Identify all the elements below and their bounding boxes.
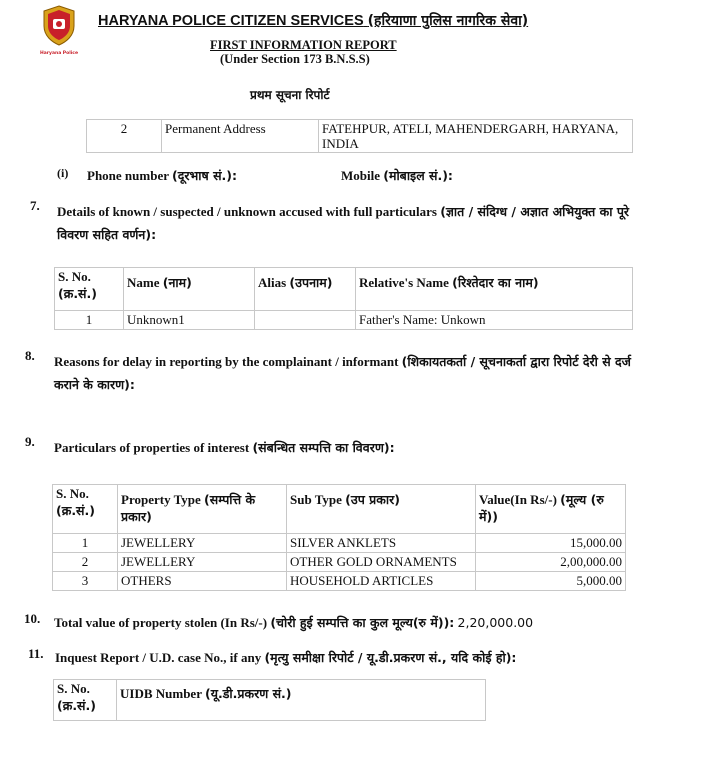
- col-alias-hi: (उपनाम): [289, 275, 333, 290]
- col-relative-hi: (रिश्तेदार का नाम): [452, 275, 539, 290]
- cell-type: OTHERS: [118, 572, 287, 591]
- col-sub-en: Sub Type: [290, 492, 342, 507]
- org-title: [98, 11, 528, 30]
- cell-type: JEWELLERY: [118, 534, 287, 553]
- cell-subtype: OTHER GOLD ORNAMENTS: [287, 553, 476, 572]
- phone-marker: (i): [57, 166, 69, 180]
- doc-title-hi: प्रथम सूचना रिपोर्ट: [250, 88, 330, 102]
- col-sno-hi: (क्र.सं.): [56, 503, 95, 518]
- mobile-label-hi: (मोबाइल सं.):: [383, 168, 453, 183]
- col-relative-en: Relative's Name: [359, 275, 449, 290]
- haryana-police-logo: [38, 4, 80, 56]
- properties-table: [52, 484, 626, 591]
- col-name: [124, 268, 255, 311]
- col-uidb-hi: (यू.डी.प्रकरण सं.): [205, 686, 292, 701]
- section11-title: [55, 649, 516, 666]
- section9-title: [54, 436, 414, 459]
- table-row: [87, 120, 633, 153]
- col-type-hi: (सम्पत्ति के प्रकार): [121, 492, 256, 524]
- section11-title-en: Inquest Report / U.D. case No., if any: [55, 650, 262, 665]
- section9-title-en: Particulars of properties of interest: [54, 440, 250, 455]
- col-name-hi: (नाम): [162, 275, 192, 290]
- mobile-label: [341, 167, 453, 184]
- col-sub-type: [287, 485, 476, 534]
- section8-title: [54, 350, 644, 396]
- cell-type: JEWELLERY: [118, 553, 287, 572]
- phone-label-en: Phone number: [87, 168, 169, 183]
- cell-sno: 1: [53, 534, 118, 553]
- col-name-en: Name: [127, 275, 160, 290]
- logo-caption: Haryana Police: [40, 51, 78, 56]
- address-table: [86, 119, 633, 153]
- cell-value: 2,00,000.00: [476, 553, 626, 572]
- doc-title: FIRST INFORMATION REPORT: [210, 38, 397, 52]
- table-header-row: [53, 485, 626, 534]
- mobile-label-en: Mobile: [341, 168, 380, 183]
- section7-title: [57, 200, 637, 246]
- cell-sno: 3: [53, 572, 118, 591]
- col-sno: [54, 680, 117, 721]
- section10-number: 10.: [24, 611, 41, 626]
- col-alias-en: Alias: [258, 275, 287, 290]
- col-sno: [55, 268, 124, 311]
- section10-title: [54, 614, 533, 631]
- cell-alias: [255, 311, 356, 330]
- section7-title-hi: (ज्ञात / संदिग्ध / अज्ञात अभियुक्त का पूरे विवरण सहित वर्णन):: [57, 204, 630, 242]
- cell-value: 5,000.00: [476, 572, 626, 591]
- phone-label-hi: (दूरभाष सं.):: [172, 168, 237, 183]
- col-property-type: [118, 485, 287, 534]
- col-sno-hi: (क्र.सं.): [57, 698, 96, 713]
- col-value-hi: (मूल्य (रु में)): [479, 492, 604, 524]
- col-value-en: Value(In Rs/-): [479, 492, 557, 507]
- table-row: [53, 534, 626, 553]
- col-sno-en: S. No.: [56, 486, 89, 501]
- address-value: FATEHPUR, ATELI, MAHENDERGARH, HARYANA, INDIA: [319, 120, 633, 153]
- section9-number: 9.: [25, 434, 35, 449]
- col-sno-en: S. No.: [57, 681, 90, 696]
- table-row: [53, 572, 626, 591]
- total-value: 2,20,000.00: [457, 615, 534, 630]
- section10-title-hi: (चोरी हुई सम्पत्ति का कुल मूल्य(रु में)):: [270, 615, 455, 630]
- inquest-table: [53, 679, 486, 721]
- col-sno-en: S. No.: [58, 269, 91, 284]
- section11-title-hi: (मृत्यु समीक्षा रिपोर्ट / यू.डी.प्रकरण सं., यदि कोई हो):: [264, 650, 517, 665]
- section10-title-en: Total value of property stolen (In Rs/-): [54, 615, 268, 630]
- section8-title-hi: (शिकायतकर्ता / सूचनाकर्ता द्वारा रिपोर्ट देरी से दर्ज कराने के कारण):: [54, 354, 631, 392]
- doc-subtitle: (Under Section 173 B.N.S.S): [220, 52, 370, 66]
- section9-title-hi: (संबन्धित सम्पत्ति का विवरण):: [252, 440, 395, 455]
- col-sno-hi: (क्र.सं.): [58, 286, 97, 301]
- section7-number: 7.: [30, 198, 40, 213]
- col-value: [476, 485, 626, 534]
- col-sno: [53, 485, 118, 534]
- cell-relative: Father's Name: Unkown: [356, 311, 633, 330]
- cell-sno: 2: [53, 553, 118, 572]
- col-sub-hi: (उप प्रकार): [345, 492, 400, 507]
- address-label: Permanent Address: [162, 120, 319, 153]
- col-alias: [255, 268, 356, 311]
- address-no: 2: [87, 120, 162, 153]
- phone-label: [87, 167, 237, 184]
- table-header-row: [54, 680, 486, 721]
- org-title-en: HARYANA POLICE CITIZEN SERVICES: [98, 13, 364, 29]
- section8-title-en: Reasons for delay in reporting by the complainant / informant: [54, 354, 399, 369]
- col-type-en: Property Type: [121, 492, 201, 507]
- section7-title-en: Details of known / suspected / unknown accused with full particulars: [57, 204, 437, 219]
- section11-number: 11.: [28, 646, 44, 661]
- cell-subtype: HOUSEHOLD ARTICLES: [287, 572, 476, 591]
- org-title-hi: (हरियाणा पुलिस नागरिक सेवा): [367, 13, 529, 29]
- accused-table: [54, 267, 633, 330]
- cell-sno: 1: [55, 311, 124, 330]
- col-uidb: [117, 680, 486, 721]
- col-uidb-en: UIDB Number: [120, 686, 202, 701]
- section8-number: 8.: [25, 348, 35, 363]
- cell-name: Unknown1: [124, 311, 255, 330]
- cell-subtype: SILVER ANKLETS: [287, 534, 476, 553]
- table-header-row: [55, 268, 633, 311]
- col-relative: [356, 268, 633, 311]
- cell-value: 15,000.00: [476, 534, 626, 553]
- table-row: [55, 311, 633, 330]
- table-row: [53, 553, 626, 572]
